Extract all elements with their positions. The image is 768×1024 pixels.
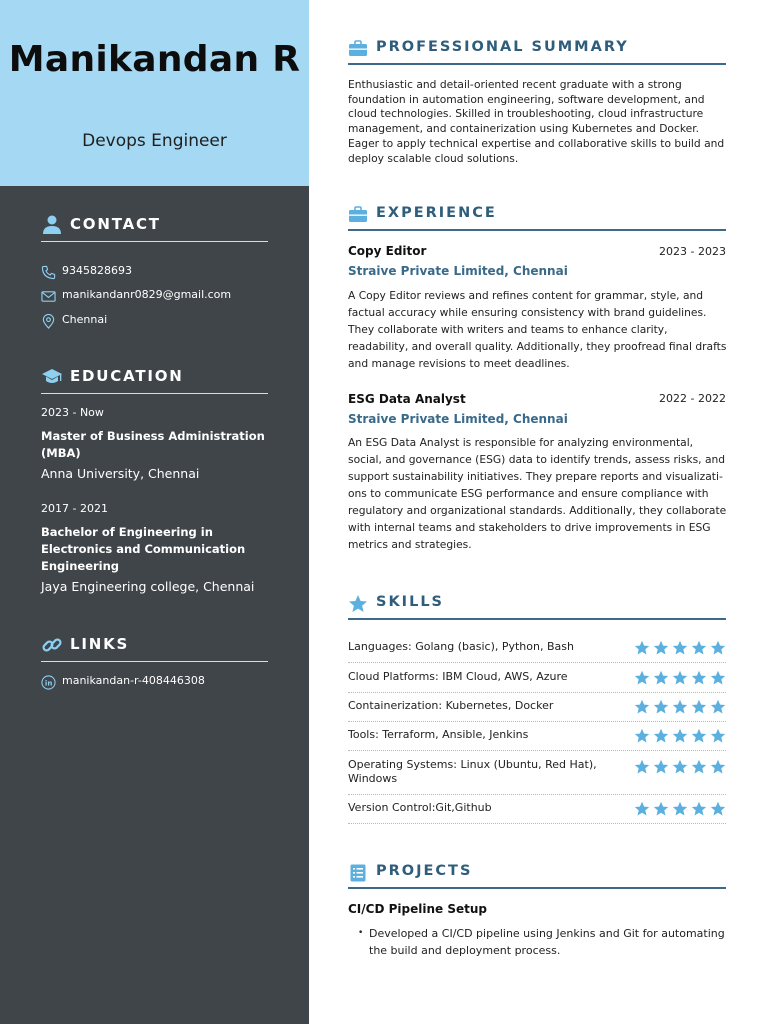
job-description: A Copy Editor reviews and refines content for grammar, style, and factual accuracy while ensuring consistency with brand guidelines. They collaborate with writers and teams to enhance clarity, readability, and overall quality. Additionally, they proofread final drafts and manage revisions to meet deadlines. bbox=[348, 289, 727, 370]
education-years: 2017 - 2021 bbox=[41, 502, 108, 515]
job-company: Straive Private Limited, Chennai bbox=[348, 264, 568, 278]
skill-label: Cloud Platforms: IBM Cloud, AWS, Azure bbox=[348, 670, 568, 683]
project-bullets bbox=[358, 925, 740, 959]
rating-star-icon bbox=[691, 759, 707, 775]
skill-row bbox=[348, 638, 726, 663]
skill-rating bbox=[634, 759, 726, 775]
graduation-cap-icon bbox=[41, 366, 63, 388]
skill-label: Tools: Terraform, Ansible, Jenkins bbox=[348, 728, 529, 741]
links-heading bbox=[41, 634, 268, 662]
projects-heading-label: PROJECTS bbox=[376, 863, 473, 879]
links-heading-label: LINKS bbox=[70, 635, 130, 653]
education-item bbox=[41, 406, 276, 482]
skill-row bbox=[348, 697, 726, 722]
job-description: An ESG Data Analyst is responsible for analyzing environmental, social, and governance (ESG) data to identify trends, assess risks, and support sustainability initiatives. They prepare reports and visualizati-ons to communicate ESG performance and ensure compliance with regulatory and organizational standards. Additionally, they collaborate with internal teams and stakeholders to drive improvements in ESG metrics and strategies. bbox=[348, 436, 727, 551]
skill-label: Version Control:Git,Github bbox=[348, 801, 492, 814]
rating-star-icon bbox=[653, 801, 669, 817]
education-heading-label: EDUCATION bbox=[70, 367, 184, 385]
briefcase-icon bbox=[348, 205, 368, 225]
skills-heading bbox=[348, 596, 726, 620]
rating-star-icon bbox=[710, 640, 726, 656]
rating-star-icon bbox=[653, 728, 669, 744]
skill-label: Operating Systems: Linux (Ubuntu, Red Hat), Windows bbox=[348, 758, 597, 785]
education-item bbox=[41, 502, 276, 595]
job-title: ESG Data Analyst bbox=[348, 392, 466, 406]
education-degree: Bachelor of Engineering in Electronics and Communication Engineering bbox=[41, 525, 246, 573]
rating-star-icon bbox=[634, 759, 650, 775]
summary-heading-label: PROFESSIONAL SUMMARY bbox=[376, 39, 629, 55]
phone-icon bbox=[41, 265, 56, 280]
rating-star-icon bbox=[691, 670, 707, 686]
education-school: Jaya Engineering college, Chennai bbox=[41, 579, 255, 594]
skills-heading-label: SKILLS bbox=[376, 594, 444, 610]
skill-label: Containerization: Kubernetes, Docker bbox=[348, 699, 554, 712]
briefcase-icon bbox=[348, 39, 368, 59]
rating-star-icon bbox=[710, 801, 726, 817]
skill-row bbox=[348, 726, 726, 751]
rating-star-icon bbox=[653, 640, 669, 656]
rating-star-icon bbox=[672, 801, 688, 817]
job-dates: 2022 - 2022 bbox=[659, 392, 726, 405]
link-icon bbox=[41, 634, 63, 656]
rating-star-icon bbox=[691, 640, 707, 656]
rating-star-icon bbox=[634, 728, 650, 744]
rating-star-icon bbox=[691, 699, 707, 715]
skill-row bbox=[348, 668, 726, 693]
rating-star-icon bbox=[672, 759, 688, 775]
rating-star-icon bbox=[710, 670, 726, 686]
skill-row bbox=[348, 799, 726, 824]
location-pin-icon bbox=[41, 314, 56, 329]
projects-heading bbox=[348, 865, 726, 889]
rating-star-icon bbox=[710, 728, 726, 744]
rating-star-icon bbox=[634, 699, 650, 715]
rating-star-icon bbox=[710, 699, 726, 715]
rating-star-icon bbox=[653, 699, 669, 715]
summary-text: Enthusiastic and detail-oriented recent graduate with a strong foundation in automation engineering, software development, and cloud technologies. Skilled in troubleshooting, cloud infrastructure management, and containerization using Kubernetes and Docker. Eager to apply technical expertise and collaborative skills to build and deploy scalable cloud solutions. bbox=[348, 78, 725, 165]
experience-heading bbox=[348, 207, 726, 231]
skill-rating bbox=[634, 699, 726, 715]
education-degree: Master of Business Administration (MBA) bbox=[41, 429, 265, 460]
job-title: Copy Editor bbox=[348, 244, 427, 258]
project-title: CI/CD Pipeline Setup bbox=[348, 902, 487, 916]
rating-star-icon bbox=[634, 640, 650, 656]
education-school: Anna University, Chennai bbox=[41, 466, 200, 481]
skill-rating bbox=[634, 728, 726, 744]
email-text[interactable]: manikandanr0829@gmail.com bbox=[62, 288, 232, 301]
linkedin-text[interactable]: manikandan-r-408446308 bbox=[62, 674, 205, 687]
name-header bbox=[0, 0, 309, 186]
rating-star-icon bbox=[672, 640, 688, 656]
rating-star-icon bbox=[691, 801, 707, 817]
skill-row bbox=[348, 756, 726, 795]
candidate-role: Devops Engineer bbox=[82, 131, 227, 151]
rating-star-icon bbox=[710, 759, 726, 775]
contact-heading-label: CONTACT bbox=[70, 215, 161, 233]
education-heading bbox=[41, 366, 268, 394]
job-dates: 2023 - 2023 bbox=[659, 245, 726, 258]
rating-star-icon bbox=[634, 670, 650, 686]
experience-heading-label: EXPERIENCE bbox=[376, 205, 497, 221]
star-icon bbox=[348, 594, 368, 614]
phone-text[interactable]: 9345828693 bbox=[62, 264, 132, 277]
rating-star-icon bbox=[672, 699, 688, 715]
summary-heading bbox=[348, 41, 726, 65]
project-bullet: • Developed a CI/CD pipeline using Jenkins and Git for automating the build and deployment process. bbox=[358, 925, 740, 959]
svg-text:in: in bbox=[44, 678, 53, 688]
rating-star-icon bbox=[634, 801, 650, 817]
job-company: Straive Private Limited, Chennai bbox=[348, 412, 568, 426]
rating-star-icon bbox=[672, 670, 688, 686]
linkedin-icon bbox=[41, 675, 56, 690]
rating-star-icon bbox=[691, 728, 707, 744]
candidate-name: Manikandan R bbox=[8, 39, 301, 80]
education-years: 2023 - Now bbox=[41, 406, 104, 419]
rating-star-icon bbox=[653, 670, 669, 686]
skill-rating bbox=[634, 670, 726, 686]
mail-icon bbox=[41, 289, 56, 304]
person-icon bbox=[41, 214, 63, 236]
contact-heading bbox=[41, 214, 268, 242]
skill-label: Languages: Golang (basic), Python, Bash bbox=[348, 640, 574, 653]
clipboard-list-icon bbox=[348, 863, 368, 883]
rating-star-icon bbox=[653, 759, 669, 775]
skill-rating bbox=[634, 801, 726, 817]
skill-rating bbox=[634, 640, 726, 656]
rating-star-icon bbox=[672, 728, 688, 744]
location-text: Chennai bbox=[62, 313, 108, 326]
